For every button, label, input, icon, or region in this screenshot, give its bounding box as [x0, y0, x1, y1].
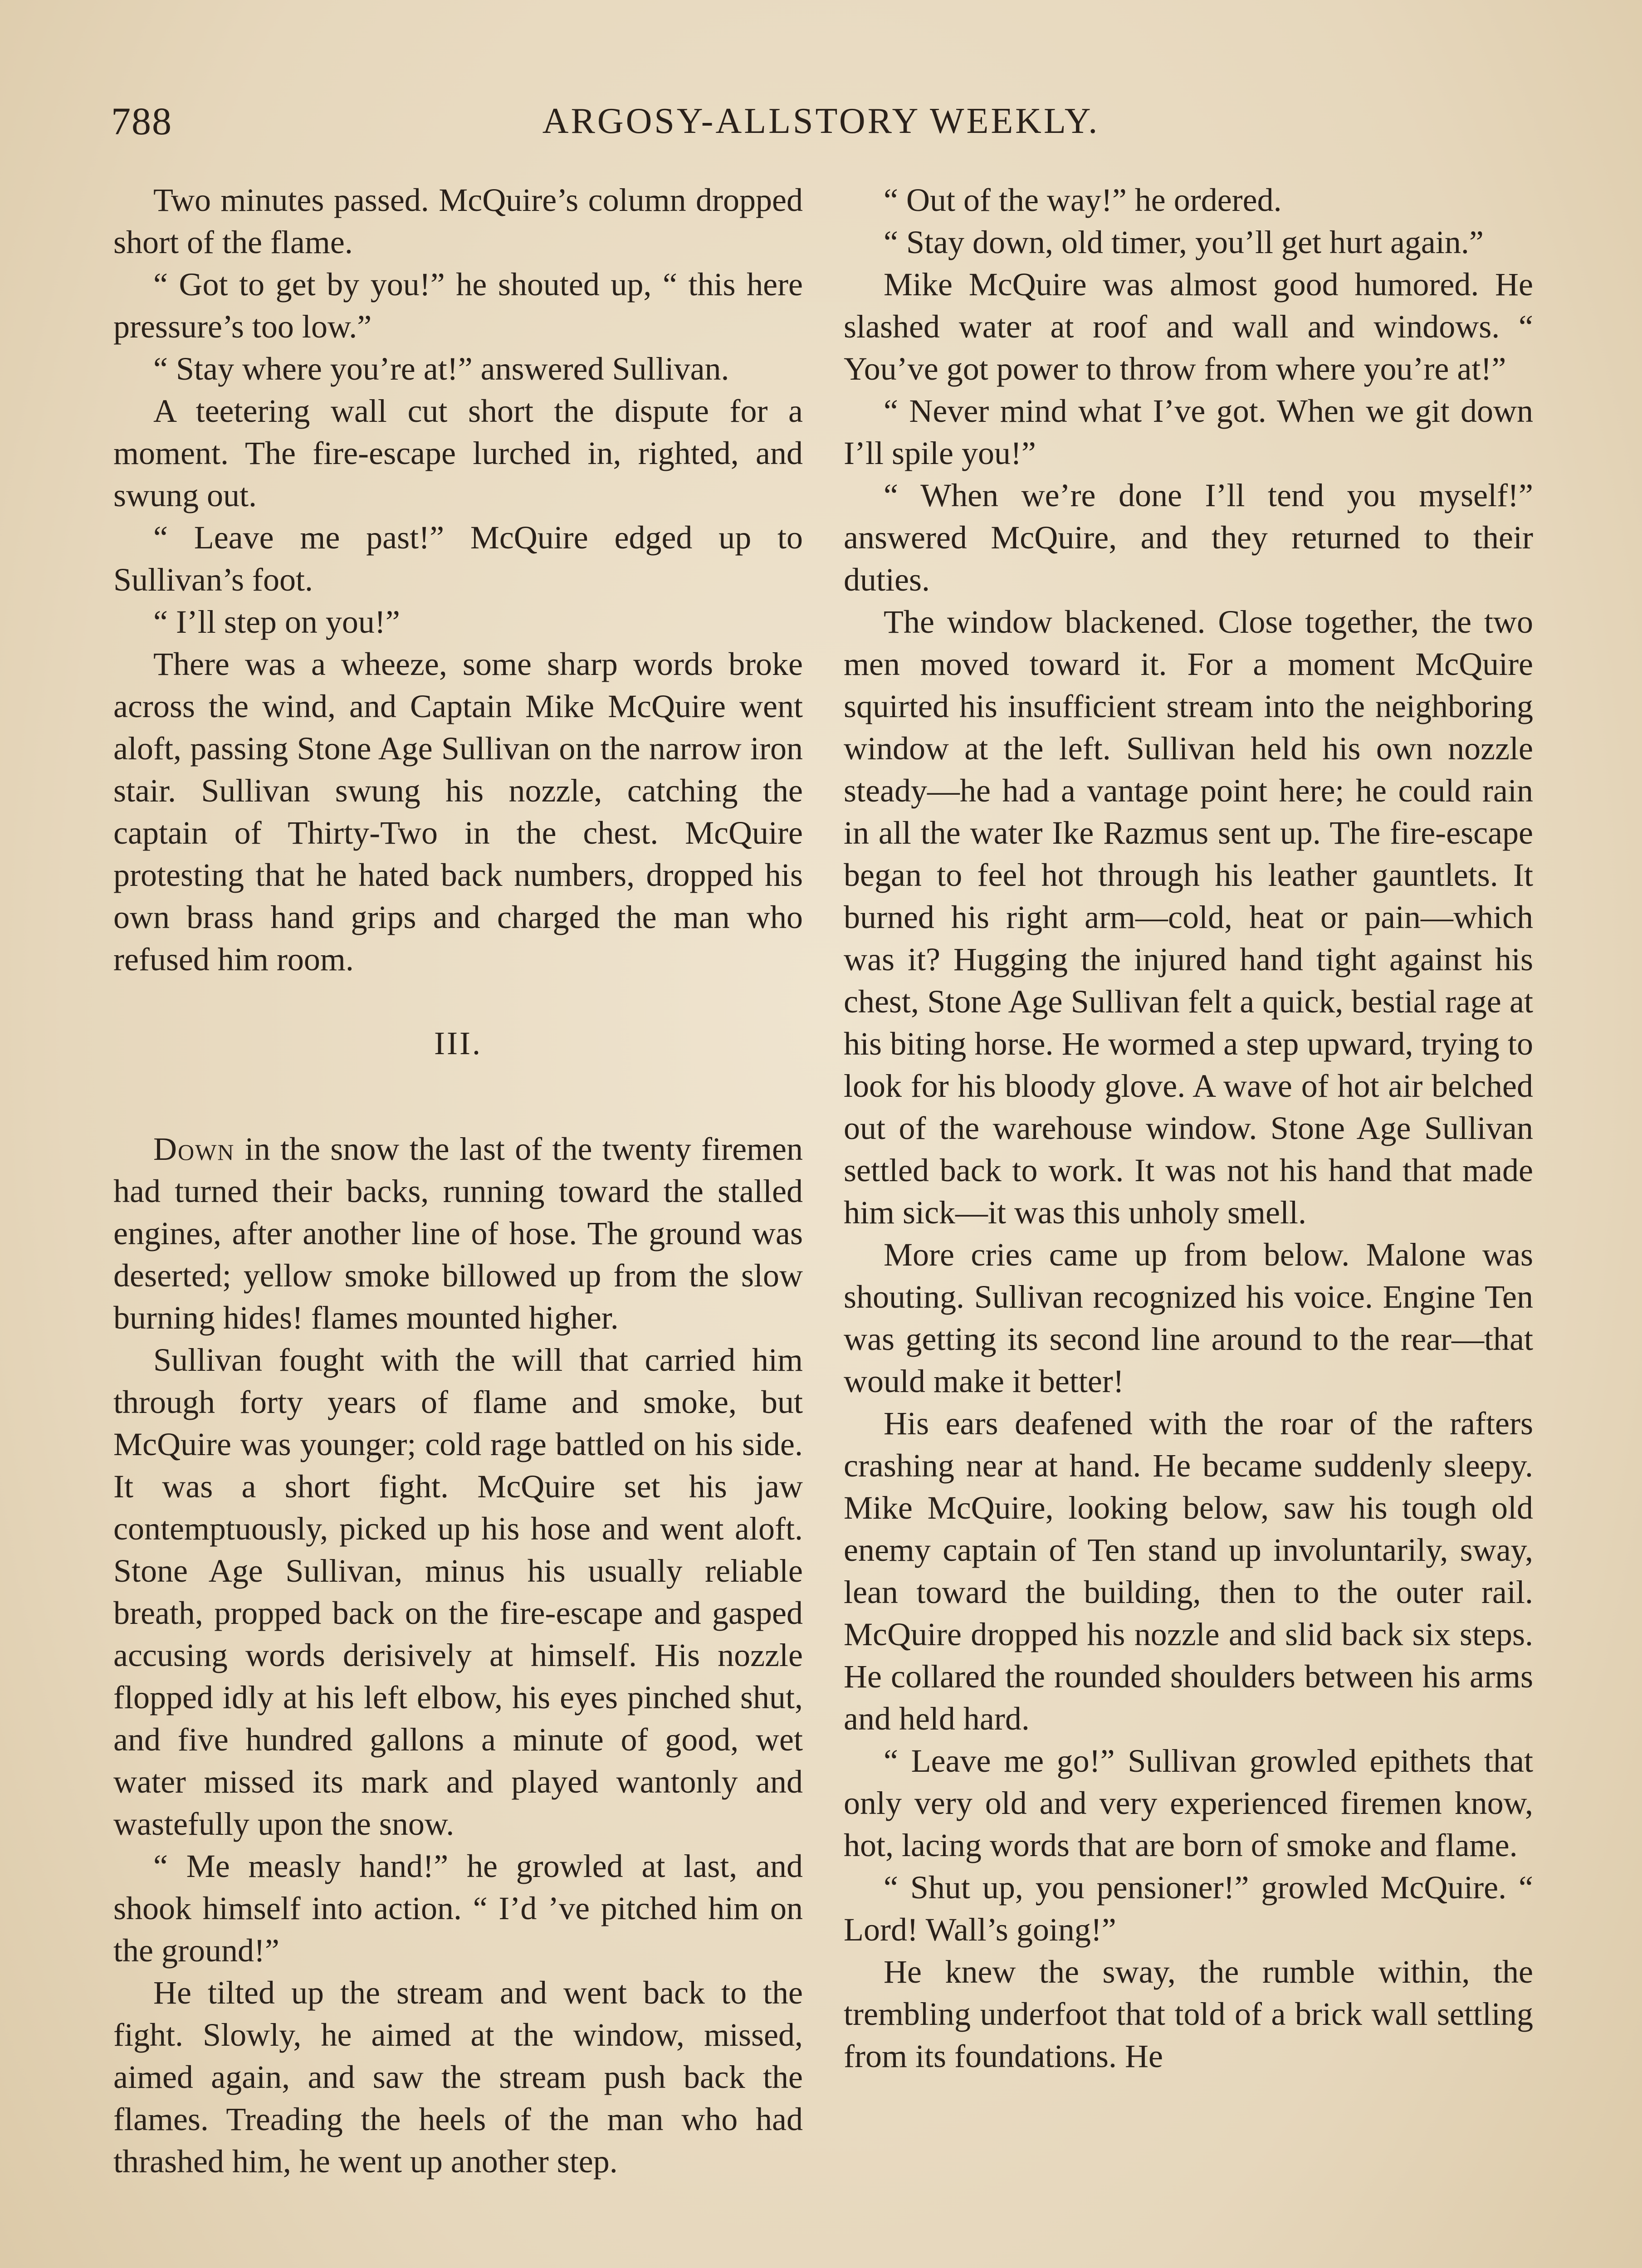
- opening-paragraph-text: in the snow the last of the twenty firemen had turned their backs, running toward the stalled engines, after another line of hose. The ground was deserted; yellow smoke billowed up from the slow burning hides! flames mounted higher.: [113, 1131, 803, 1336]
- section-opening-paragraph: [113, 1128, 803, 1339]
- paragraph: “ Shut up, you pensioner!” growled McQuire. “ Lord! Wall’s going!”: [844, 1869, 1533, 1948]
- paragraph: Two minutes passed. McQuire’s column dropped short of the flame.: [113, 182, 803, 260]
- page-number: 788: [111, 99, 172, 143]
- paragraph: “ I’ll step on you!”: [153, 604, 400, 640]
- paragraph: “ Me measly hand!” he growled at last, and shook himself into action. “ I’d ’ve pitched him on the ground!”: [113, 1848, 803, 1969]
- paragraph: He tilted up the stream and went back to the fight. Slowly, he aimed at the window, missed, aimed again, and saw the stream push back the flames. Treading the heels of the man who had thrashed him, he went up another step.: [113, 1975, 803, 2180]
- paragraph: “ Got to get by you!” he shouted up, “ this here pressure’s too low.”: [113, 266, 803, 345]
- paragraph: The window blackened. Close together, the two men moved toward it. For a moment McQuire squirted his insufficient stream into the neighboring window at the left. Sullivan held his own nozzle steady—he had a vantage point here; he could rain in all the water Ike Razmus sent up. The fire-escape began to feel hot through his leather gauntlets. It burned his right arm—cold, heat or pain—which was it? Hugging the injured hand tight against his chest, Stone Age Sullivan felt a quick, bestial rage at his biting horse. He wormed a step upward, trying to look for his bloody glove. A wave of hot air belched out of the warehouse window. Stone Age Sullivan settled back to work. It was not his hand that made him sick—it was this unholy smell.: [844, 604, 1533, 1231]
- page-header: [111, 96, 1531, 151]
- paragraph: “ Leave me go!” Sullivan growled epithets that only very old and very experienced firemen know, hot, lacing words that are born of smoke and flame.: [844, 1743, 1533, 1863]
- running-title: ARGOSY-ALLSTORY WEEKLY.: [542, 101, 1100, 141]
- paragraph: “ Never mind what I’ve got. When we git down I’ll spile you!”: [844, 393, 1533, 471]
- paragraph: Mike McQuire was almost good humored. He slashed water at roof and wall and windows. “ You’ve got power to throw from where you’re at!”: [844, 266, 1533, 387]
- paragraph: A teetering wall cut short the dispute for a moment. The fire-escape lurched in, righted, and swung out.: [113, 393, 803, 513]
- paragraph: “ Stay where you’re at!” answered Sullivan.: [153, 351, 729, 387]
- left-column: [113, 179, 803, 2268]
- paragraph: There was a wheeze, some sharp words broke across the wind, and Captain Mike McQuire went aloft, passing Stone Age Sullivan on the narrow iron stair. Sullivan swung his nozzle, catching the captain of Thirty-Two in the chest. McQuire protesting that he hated back numbers, dropped his own brass hand grips and charged the man who refused him room.: [113, 646, 803, 978]
- right-column: [844, 179, 1533, 2268]
- paragraph: “ Stay down, old timer, you’ll get hurt again.”: [884, 224, 1484, 260]
- paragraph: “ Leave me past!” McQuire edged up to Sullivan’s foot.: [113, 519, 803, 598]
- paragraph: His ears deafened with the roar of the rafters crashing near at hand. He became suddenly sleepy. Mike McQuire, looking below, saw his tough old enemy captain of Ten stand up involuntarily, sway, lean toward the building, then to the outer rail. McQuire dropped his nozzle and slid back six steps. He collared the rounded shoulders between his arms and held hard.: [844, 1405, 1533, 1737]
- paragraph: More cries came up from below. Malone was shouting. Sullivan recognized his voice. Engine Ten was getting its second line around to the rear—that would make it better!: [844, 1237, 1533, 1399]
- paragraph: “ When we’re done I’ll tend you myself!” answered McQuire, and they returned to their duties.: [844, 477, 1533, 598]
- paragraph: He knew the sway, the rumble within, the trembling underfoot that told of a brick wall settling from its foundations. He: [844, 1954, 1533, 2074]
- paragraph: Sullivan fought with the will that carried him through forty years of flame and smoke, but McQuire was younger; cold rage battled on his side. It was a short fight. McQuire set his jaw contemptuously, picked up his hose and went aloft. Stone Age Sullivan, minus his usually reliable breath, propped back on the fire-escape and gasped accusing words derisively at himself. His nozzle flopped idly at his left elbow, his eyes pinched shut, and five hundred gallons a minute of good, wet water missed its mark and played wantonly and wastefully upon the snow.: [113, 1342, 803, 1842]
- lead-word: Down: [153, 1131, 235, 1167]
- section-heading: III.: [434, 1025, 482, 1061]
- paragraph: “ Out of the way!” he ordered.: [884, 182, 1282, 218]
